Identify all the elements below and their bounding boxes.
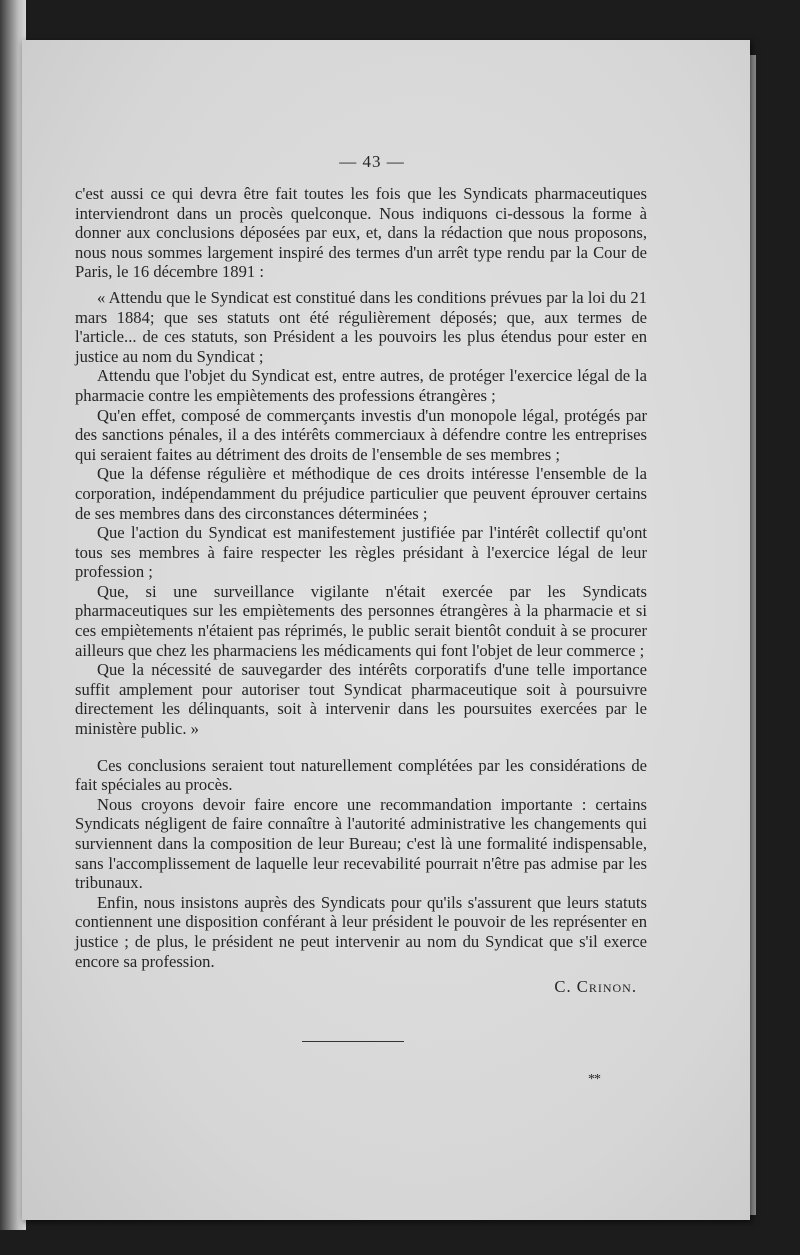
paragraph-statutes: Enfin, nous insistons auprès des Syndicats pour qu'ils s'assurent que leurs statuts contiennent une disposition conférant à leur président le pouvoir de les représenter en justice ; de plus, le président ne peut intervenir au nom du Syndicat que s'il exerce encore sa profession. xyxy=(75,892,647,971)
paragraph-quote-3: Qu'en effet, composé de commerçants investis d'un monopole légal, protégés par des sanctions pénales, il a des intérêts commerciaux à défendre contre les entreprises qui seraient faites au détriment des droits de l'ensemble de ses membres ; xyxy=(75,405,647,464)
paragraph-quote-2: Attendu que l'objet du Syndicat est, entre autres, de protéger l'exercice légal de la pharmacie contre les empiètements des professions étrangères ; xyxy=(75,366,647,405)
book-page xyxy=(22,40,750,1220)
separator-rule xyxy=(302,1041,404,1042)
paragraph-quote-1: « Attendu que le Syndicat est constitué dans les conditions prévues par la loi du 21 mars 1884; que ses statuts ont été régulièrement déposés; que, aux termes de l'article... de ces statuts, son Président a les pouvoirs les plus étendus pour ester en justice au nom du Syndicat ; xyxy=(75,287,647,366)
paragraph-conclusions: Ces conclusions seraient tout naturellement complétées par les considérations de fait spéciales au procès. xyxy=(75,755,647,795)
page-body xyxy=(75,184,647,997)
paragraph-quote-5: Que l'action du Syndicat est manifestement justifiée par l'intérêt collectif qu'ont tous ses membres à faire respecter les règles présidant à l'exercice légal de leur profession ; xyxy=(75,523,647,582)
signature: C. Crinon. xyxy=(554,977,637,997)
paragraph-quote-7: Que la nécessité de sauvegarder des intérêts corporatifs d'une telle importance suffit amplement pour autoriser tout Syndicat pharmaceutique soit à poursuivre directement les délinquants, soit à intervenir dans les poursuites exercées par le ministère public. » xyxy=(75,660,647,739)
paragraph-quote-4: Que la défense régulière et méthodique de ces droits intéresse l'ensemble de la corporation, indépendamment du préjudice particulier que peuvent éprouver certains de ses membres dans des circonstances déterminées ; xyxy=(75,464,647,523)
page-number: — 43 — xyxy=(339,152,405,171)
paragraph-intro: c'est aussi ce qui devra être fait toutes les fois que les Syndicats pharmaceutiques interviendront dans un procès quelconque. Nous indiquons ci-dessous la forme à donner aux conclusions déposées par eux, et, dans la rédaction que nous proposons, nous nous sommes largement inspiré des termes d'un arrêt type rendu par la Cour de Paris, le 16 décembre 1891 : xyxy=(75,184,647,282)
paragraph-quote-6: Que, si une surveillance vigilante n'était exercée par les Syndicats pharmaceutiques sur les empiètements des personnes étrangères à la pharmacie et si ces empiètements n'étaient pas réprimés, le public serait bientôt conduit à se procurer ailleurs que chez les pharmaciens les médicaments qui font l'objet de leur commerce ; xyxy=(75,581,647,660)
paragraph-recommendation: Nous croyons devoir faire encore une recommandation importante : certains Syndicats négligent de faire connaître à l'autorité administrative les changements qui surviennent dans la composition de leur Bureau; c'est là une formalité indispensable, sans l'accomplissement de laquelle leur recevabilité pourrait n'être pas admise par les tribunaux. xyxy=(75,794,647,893)
ornament-stars: ** xyxy=(588,1072,600,1087)
